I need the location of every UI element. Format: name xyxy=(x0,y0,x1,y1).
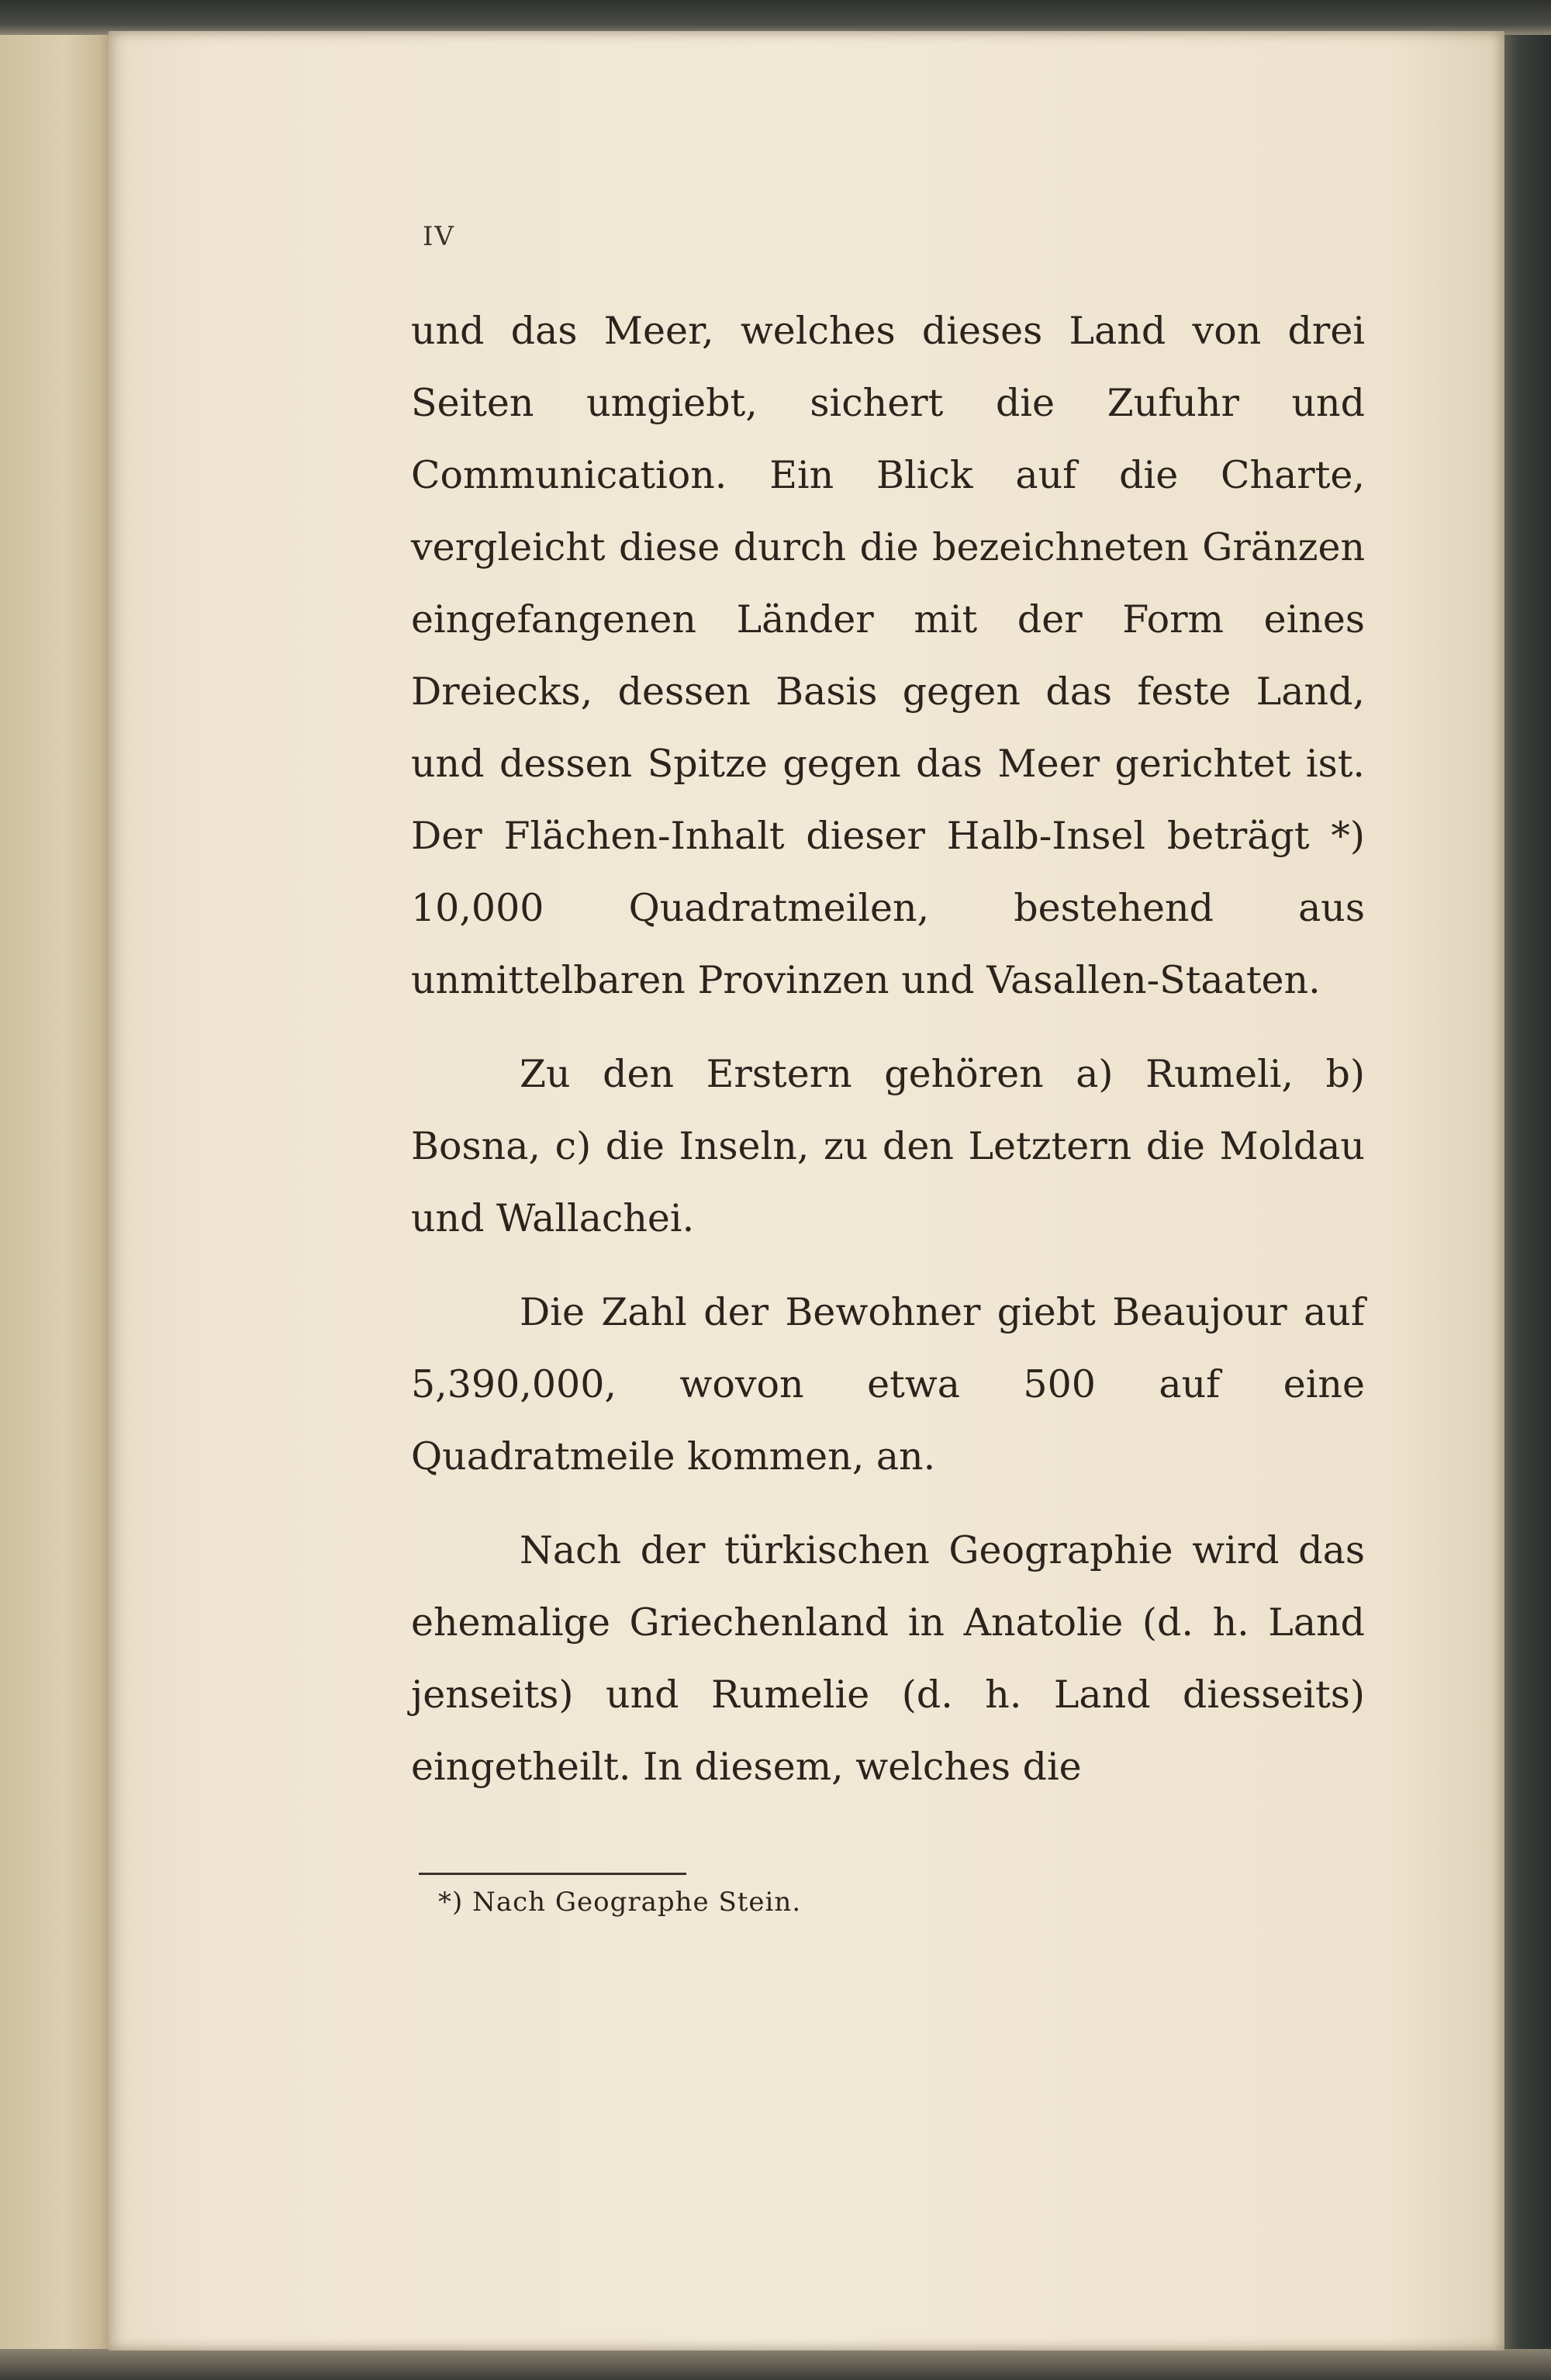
paragraph-3: Die Zahl der Bewohner giebt Beaujour auf 5,390,000, wovon etwa 500 auf eine Quadratmeile kommen, an. xyxy=(411,1290,1365,1479)
book-top-edge xyxy=(0,0,1551,35)
paragraph-1: und das Meer, welches dieses Land von drei Seiten umgiebt, sichert die Zufuhr und Communication. Ein Blick auf die Charte, vergleicht diese durch die bezeichneten Gränzen eingefangenen Länder mit der Form eines Dreiecks, dessen Basis gegen das feste Land, und dessen Spitze gegen das Meer gerichtet ist. Der Flächen-Inhalt dieser Halb-Insel beträgt *) 10,000 Quadratmeilen, bestehend aus unmittelbaren Provinzen und Vasallen-Staaten. xyxy=(411,309,1365,1002)
main-text xyxy=(411,295,1365,1803)
book-bottom-edge xyxy=(0,2349,1551,2380)
book-binding-edge xyxy=(1497,0,1551,2380)
footnote: *) Nach Geographe Stein. xyxy=(438,1887,802,1918)
facing-page-edge xyxy=(0,0,116,2380)
footnote-divider xyxy=(419,1873,686,1875)
paragraph-4: Nach der türkischen Geographie wird das ehemalige Griechenland in Anatolie (d. h. Land jenseits) und Rumelie (d. h. Land diesseits) eingetheilt. In diesem, welches die xyxy=(411,1528,1365,1789)
paragraph-2: Zu den Erstern gehören a) Rumeli, b) Bosna, c) die Inseln, zu den Letztern die Moldau und Wallachei. xyxy=(411,1052,1365,1240)
page-number: IV xyxy=(423,221,455,252)
